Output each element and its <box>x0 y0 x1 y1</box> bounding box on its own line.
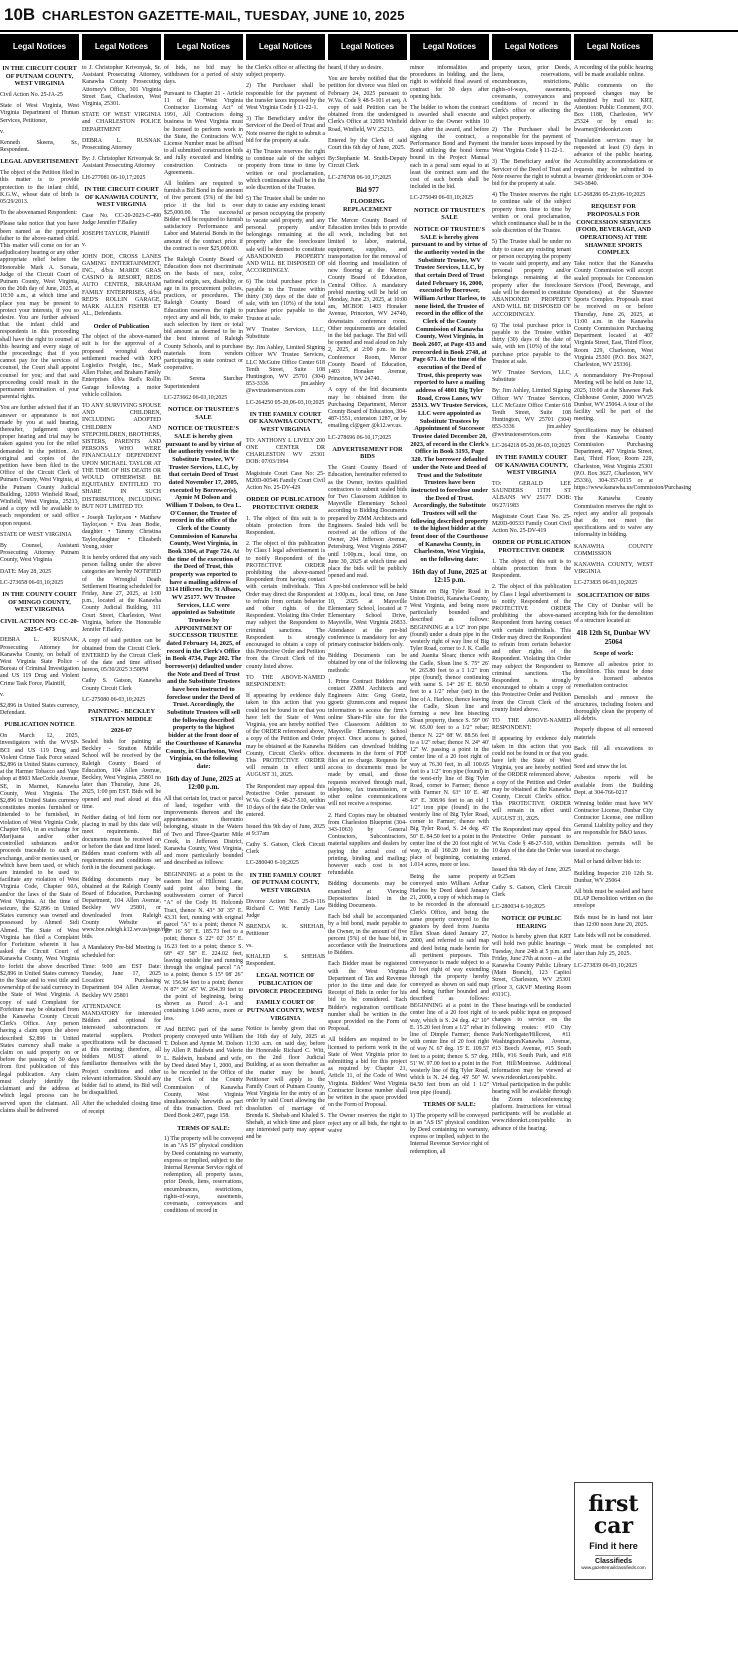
column-body <box>328 65 407 1135</box>
notice-paragraph: to J. Christopher Krivonyak, Sr. Assistant Prosecuting Attorney, Kanawha County Prosecuting Attorney's Office, 301 Virginia Street East, Charleston, West Virginia, 25301. <box>82 65 161 108</box>
notice-paragraph: Neither dating of bid form nor placing in mail by this date will meet requirements. Bid documents must be received on or before the date and time listed. Bidders must conform with all requirements and conditions set forth in the document package. <box>82 814 162 872</box>
notice-paragraph: To the abovenamed Respondent: <box>0 210 77 217</box>
notice-paragraph: Sealed bids for painting at Beckley - Stratton Middle School will be received by the Raleigh County Board of Education, 104 Allen Avenue, Beckley, West Virginia, 25801 no later than Thursday, June 26, 2025, 1:00 pm EST. Bids will be opened and read aloud at this time. <box>82 738 161 810</box>
notice-paragraph: Work must be completed not later than July 25, 2025. <box>574 944 653 958</box>
notice-paragraph: 4) The Trustee reserves the right to continue sale of the subject property from time to time by written or oral proclamation, which continuance shall be in the sole discretion of the Trustee. <box>492 192 571 235</box>
notice-paragraph: v. <box>0 128 5 135</box>
notice-paragraph: 2. The object of this publication by Class I legal advertisement is to notify Respondent of the PROTECTIVE ORDER prohibiting the above-named Respondent from having contact with certain individuals. This Order may direct the Respondent to refrain from certain behavior and other rights of the Respondent. Violating this Order may subject the Respondent to criminal sanctions. The Respondent is strongly encouraged to obtain a copy of this Protective Order and Petition from the Circuit Clerk of the county listed above. <box>492 584 571 713</box>
notice-paragraph: minor informalities and procedures in bidding, and the right to withhold final award of contract for 30 days after opening bids. <box>410 65 489 100</box>
notice-column <box>164 34 243 1656</box>
page-number: 10B <box>4 5 36 24</box>
notice-paragraph: Each bid shall be accompanied by a bid bond, made payable to the Owner, in the amount of five percent (5%) of the base bid, in accordance with the Instructions to Bidders. <box>328 914 407 957</box>
notice-paragraph: 16th day of June, 2025 at 12:00 p.m. <box>166 774 241 792</box>
notice-paragraph: IN THE FAMILY COURT OF KANAWHA COUNTY, WEST VIRGINIA <box>494 453 569 477</box>
notice-paragraph: NOTICE OF TRUSTEE'S SALE is hereby given pursuant to and by virtue of the authority vested in the Substitute Trustee, WV Trustee Services, LLC, by that certain Deed of Trust dated November 17, 2005, executed by Borrower(s), Aymie M Dolson and William T Dolson, to Ora L. O'Connor, the Trustee of record in the office of the Clerk of the County Commission of Kanawha County, West Virginia, in Book 3304, at Page 724. At the time of the execution of the Deed of Trust, this property was reported to have a mailing address of 1314 Hillcrest Dr, St Albans, WV 25177. WV Trustee Services, LLC were appointed as Substitute Trustees by APPOINTMENT OF SUCCESSOR TRUSTEE dated February 14, 2025, of record in the Clerk's Office in Book 4734, Page 202. The borrower(s) defaulted under the Note and Deed of Trust and the Substitute Trustees have been instructed to foreclose under the Deed of Trust. Accordingly, the Substitute Trustees will sell the following described property to the highest bidder at the front door of the Courthouse of Kanawha County, in Charleston, West Virginia, on the following date: <box>165 425 242 770</box>
notice-paragraph: of bids, no bid may be withdrawn for a period of sixty days. <box>164 65 243 86</box>
notice-paragraph: Notice is hereby given that KRT will hold two public hearings – Tuesday, June 24th at 5 p.m. and Friday, June 27th at noon – at the Kanawha County Public Library (Main Branch), 123 Capitol Street, Charleston, WV 25301 (Floor 3, GKVF Meeting Room #311C). <box>492 934 571 998</box>
notice-paragraph: TO THE ABOVE-NAMED RESPONDENT: <box>492 718 571 732</box>
ad-tagline: Find it here <box>589 1540 638 1551</box>
notice-paragraph: Bid 977 <box>356 185 379 194</box>
notice-paragraph: ADVERTISEMENT FOR BIDS <box>332 445 403 461</box>
notice-paragraph: Order of Publication <box>93 322 150 330</box>
column-heading: Legal Notices <box>0 34 79 60</box>
notice-paragraph: The object of the above-named suit is for the approval of a proposed wrongful death settlement reached with XPO Logistics Freight, Inc., Mark Allen Fisher, and Braham Family Enterprises d/b/a Red's Rollin Garage following a motor vehicle collision. <box>82 334 161 398</box>
notice-paragraph: LC-273839 06-03,10;2025 <box>574 962 638 969</box>
notice-paragraph: State of West Virginia, West Virginia Department of Human Services, Petitioner, <box>0 103 79 124</box>
notice-paragraph: The Kanawha County Commission reserves the right to reject any and/or all proposals that do not meet the specifications and to waive any informality in bidding. <box>574 496 653 539</box>
column-body <box>574 65 692 970</box>
notice-paragraph: It is hereby ordered that any such person falling under the above categories are hereby NOTIFIED of the Wrongful Death Settlement Hearing scheduled for Friday, June 27, 2025, at 1:00 p.m., located at the Kanawha County Judicial Building, 111 Court Street, Charleston, West Virginia, before the Honorable Jennifer F.Bailey. <box>82 555 162 634</box>
column-heading: Legal Notices <box>410 34 489 60</box>
notice-paragraph: A Mandatory Pre-bid Meeting is scheduled for: <box>82 945 161 959</box>
notice-paragraph: A recording of the public hearing will be made available online. <box>574 65 653 79</box>
notice-paragraph: Bidding documents may be obtained at the Raleigh County Board of Education, Purchasing Department, 104 Allen Avenue, Beckley WV 25801, or downloaded from Raleigh County Website at www.boe.raleigh.k12.wv.us/page/rfp-bids. <box>82 876 171 941</box>
notice-paragraph: Divorce Action No. 25-D-116 Richard C. Witt Family Law Judge <box>246 898 325 920</box>
notice-paragraph: Case No. CC-20-2023-C-490 Judge Jennifer F.Bailey <box>82 212 161 227</box>
notice-paragraph: NOTICE OF TRUSTEE'S SALE <box>167 405 240 421</box>
notice-paragraph: Back fill all excavations to grade. <box>574 745 653 759</box>
notice-paragraph: 6) The total purchase price is payable to the Trustee within thirty (30) days of the date of sale, with ten (10%) of the total purchase price payable to the Trustee at sale. <box>492 322 571 365</box>
notice-paragraph: LC-273662 06-03,10;2025 <box>164 394 228 401</box>
notice-paragraph: KANAWHA COUNTY COMMISSION <box>574 543 653 557</box>
notice-paragraph: 1) The property will be conveyed in an "AS IS" physical condition by Deed containing no warranty, express or implied, subject to the Internal Revenue Service right of redemption, all <box>410 1112 489 1155</box>
column-heading: Legal Notices <box>574 34 653 60</box>
notice-paragraph: DEBRA L. RUSNAK Prosecuting Attorney <box>82 137 161 152</box>
notice-paragraph: FAMILY COURT OF PUTNAM COUNTY, WEST VIRGINIA <box>246 999 325 1022</box>
notice-paragraph: Remove all asbestos prior to demolition. This must be done by a licensed asbestos remediation contractor. <box>574 661 653 690</box>
notice-paragraph: IN THE CIRCUIT COURT OF KANAWHA COUNTY, WEST VIRGINIA <box>84 185 159 209</box>
notice-paragraph: All bids must be sealed and have DLAP Demolition written on the envelope <box>574 888 653 910</box>
notice-paragraph: STATE OF WEST VIRGINIA and CHARLESTON POLICE DEPARTMENT <box>82 112 161 133</box>
notice-paragraph: LC-275049 06-03,10;2025 <box>410 195 474 202</box>
notice-paragraph: On March 12, 2025, investigators with the WVSP-BCI and US 119 Drug and Violent Crime Task Force seized $2,896 in United States currency, at the Harmer Tobacco and Vape shop at 8903 MacCorkle Avenue, SE, in Marmet, Kanawha County, West Virginia. The $2,896 in United States currency constitutes monies furnished or intended to be furnished, in violation of West Virginia Code, Chapter 60A, in an exchange for Marijuana and/or other controlled substances and/or proceeds traceable to such an exchange, and/or monies used, or which have been used, or which are intended to be used to facilitate any violation of West Virginia Code, Chapter 60A, and/or the laws of the State of West Virginia. At the time of seizure, the $2,896 in United States currency was owned and possessed by Ahmed Sidi Ahmed. The State of West Virginia has filed a Complaint for Forfeiture wherein it has asked the Circuit Court of Kanawha County, West Virginia to forfeit the above described $2,896 in United States currency to the State and to vest title and ownership of the said currency in the State of West Virginia. A copy of said Complaint for Forfeiture may be obtained from the Kanawha County Circuit Clerk's Office. Any person having a claim upon the above described $2,896 in United States currency shall make a claim on said property on or before the passing of 30 days from first publication of this legal publication. Any claim must clearly identify the claimant and the address at which legal process can be served upon the claimant. All claims shall be delivered <box>0 733 79 1114</box>
notice-paragraph: Being the same property conveyed unto William Arthur Harless by Deed dated January 21, 2000, a copy of which map is to be recorded in the aforesaid Clerk's Office, and being the same property conveyed to the grantors by deed from Juanita Ellen Sloan dated January 27, 2000, and referred to said map and deed being made herein for all pertinent purposes. This conveyance is made subject to a 20 foot right of way extending through the property hereby conveyed as shown on said map and being further bounded and described as follows: BEGINNING at a point in the center line of a 20 foot right of way, which is S. 24 deg. 42' 10" E. 15.20 feet from a 1/2" rebar in line of Dimple Farmer; thence with center line of 20 foot right of way N. 67 deg. 15' E. 109.57 feet to a point; thence S. 57 deg. 51' W. 97.00 feet to a point in the westerly line of Big Tyler Road, which is N. 24 deg. 45' 50" W. 84.50 feet from an old 1 1/2" iron pipe (found). <box>410 873 489 1096</box>
notice-paragraph: REQUEST FOR PROPOSALS FOR CONCESSION SERVICES (FOOD, BEVERAGE, AND OPERATIONS) AT THE SHAWNEE SPORTS COMPLEX <box>575 203 652 257</box>
notice-paragraph: the Clerk's office or affecting the subject property. <box>246 65 325 79</box>
notice-paragraph: LC-278708 06-10,17;2025 <box>328 174 392 181</box>
notice-paragraph: 2. The object of this publication by Class I legal advertisement is to notify Respondent of the PROTECTIVE ORDER prohibiting the above-named Respondent from having contact with certain individuals. This Order may direct the Respondent to refrain from certain behavior and other rights of the Respondent. Violating this Order may subject the Respondent to criminal sanctions. The Respondent is strongly encouraged to obtain a copy of this Protective Order and Petition from the Circuit Clerk of the county listed above. <box>246 541 325 670</box>
notice-column <box>82 34 171 1656</box>
notice-column <box>574 34 692 1656</box>
notice-paragraph: 5) The Trustee shall be under no duty to cause any existing tenant or person occupying the property to vacate said property, and any personal property and/or belongings remaining at the property after the foreclosure sale will be deemed to constitute ABANDONED PROPERTY AND WILL BE DISPOSED OF ACCORDINGLY. <box>492 239 571 318</box>
notice-paragraph: CIVIL ACTION NO: CC-20-2025-C-673 <box>0 618 79 633</box>
notice-paragraph: Issued this 9th day of June, 2025 at 9:37am <box>246 823 325 837</box>
notice-paragraph: LC-264250 05-20,06-03,10;2025 <box>246 399 325 406</box>
notice-paragraph: IN THE CIRCUIT COURT OF PUTNAM COUNTY, WEST VIRGINIA <box>2 65 77 88</box>
notice-paragraph: A copy of said petition can be obtained from the Circuit Clerk. ENTERED by the Circuit Clerk of the date and time affixed hereon, 05/30/2025 3:50PM <box>82 638 161 674</box>
notice-paragraph: By: Jim Ashley, Limited Signing Officer WV Trustee Services, LLC McGuire Office Center 618 Tenth Street, Suite 108 Huntington, WV 25701 (304) 853-3336 jim.ashley @wvtrusteeservices.com <box>246 345 325 395</box>
notice-paragraph: LC-280034 6-10;2025 <box>492 903 545 910</box>
notice-column <box>0 34 79 1656</box>
notice-paragraph: Bidding Documents can be obtained by one of the following methods: <box>328 653 407 674</box>
legal-notices-columns <box>0 34 738 1656</box>
notice-paragraph: Entered by the Clerk of said Court this 6th day of June, 2025. <box>328 137 407 152</box>
notice-paragraph: By Counsel, Assistant Prosecuting Attorney Putnam County, West Virginia <box>0 543 79 564</box>
column-body <box>0 65 79 1115</box>
notice-paragraph: Specifications may be obtained from the Kanawha County Commission Purchasing Department, 407 Virginia Street, East, Third Floor, Room 229, Charleston, West Virginia 25301 (P.O. Box 3627, Charleston, WV 25336), 304-357-0115 or at https://www.kanawha.us/Commission/Purchasing <box>574 427 692 492</box>
notice-paragraph: You are further advised that if an answer or appearance is not made by you at said hearing, thereafter, judgement upon proper hearing and trial may be taken against you for the relief demanded in the petition. An original and copies of the petition have been filed in the Office of the Circuit Clerk of Putnam County, West Virginia, at the Putnam County Judicial Building, 12093 Winfield Road, Winfield, West Virginia, 25213, and a copy will be available to each respondent or said office upon request. <box>0 405 79 527</box>
notice-paragraph: And BEING part of the same property conveyed unto William T. Dolson and Aymie M. Dolson by Allen P. Baldwin and Valerie L. Baldwin, husband and wife, by Deed dated May 1, 2000, and to be recorded in the Office of the Clerk of the County Commission of Kanawha County, West Virginia simultaneously herewith as part of this transaction. Deed ref: Deed Book 2497, page 158. <box>164 1026 243 1120</box>
notice-paragraph: KANAWHA COUNTY, WEST VIRGINIA <box>574 562 653 576</box>
column-body <box>492 65 571 1133</box>
notice-paragraph: LH-277081 06-10,17;2025 <box>82 174 146 181</box>
notice-paragraph: The Mercer County Board of Education invites bids to provide all work, including but not limited to labor, material, equipment, supplies, and transportation for the removal of old flooring and installation of new flooring at the Mercer County Board of Education, Central Office. A mandatory prebid meeting will be held on Monday, June 23, 2025, at 10:00 am, MCBOE 1403 Honaker Avenue, Princeton, WV 24740, downstairs conference room. Other requirements are detailed in the bid package. The Bid will be opened and read aloud on July 2, 2025, at 2:00 p.m. in the Conference Room, Mercer County Board of Education, 1403 Honaker Avenue, Princeton, WV 24740. <box>328 217 407 383</box>
notice-paragraph: ORDER OF PUBLICATION PROTECTIVE ORDER <box>492 539 571 555</box>
notice-paragraph: Properly dispose of all removed materials <box>574 727 653 741</box>
notice-paragraph: 2) The Purchaser shall be responsible for the payment of the transfer taxes imposed by the West Virginia Code § 11-22-1. <box>492 126 571 155</box>
notice-paragraph: Please take notice that you have been named as the purported father to the above-named child. This matter will come on for an adjudicatory hearing or any other appropriate relief before the Honorable Mark A. Sorsaia, Judge of the Circuit Court of Putnam County, West Virginia, on the 26th day of June, 2025, at 10:30 a.m., at which time and place you may be present to protect your interests, if you so desire. You are further advised that the infant child and respondents in this proceeding shall have the right to counsel at this hearing and every stage of the proceedings; that if you cannot pay for the services of counsel, the Court shall appoint counsel for you; and that said proceeding could result in the permanent termination of your parental rights. <box>0 221 79 401</box>
notice-paragraph: Late bids will not be considered. <box>574 933 651 939</box>
notice-paragraph: All that certain lot, tract or parcel of land, together with the improvements thereon and the appurtenances thereunto belonging, situate in the Waters of Two and Three-Quarter Mile Creek, in Jefferson District, Kanawha County, West Virginia, and more particularly bounded and described as follows: <box>164 795 243 867</box>
notice-paragraph: TO: GERALD LEE SAUNDERS 11TH ST ALBANS WV 25177 DOB: 06/27/1983 <box>492 480 571 509</box>
notice-paragraph: A nonmandatory Pre-Proposal Meeting will be held on June 12, 2025, 10:00 at the Shawnee Park Clubhouse Center, 2000 WV25 Dunbar, WV 25064. A tour of the facility will be part of the meeting. <box>574 373 653 423</box>
notice-paragraph: PUBLICATION NOTICE <box>4 721 75 729</box>
notice-paragraph: property taxes, prior Deeds, liens, reservations, encumbrances, restrictions, rights-of-ways, easements, covenants, conveyances and conditions of record in the Clerk's office or affecting the subject property. <box>492 65 571 122</box>
notice-paragraph: NOTICE OF TRUSTEE'S SALE <box>413 206 486 222</box>
notice-paragraph: After the scheduled closing time of receipt <box>82 1101 161 1115</box>
notice-paragraph: Take notice that the Kanawha County Commission will accept sealed proposals for Concession Services (Food, Beverage, and Operations) at the Shawnee Sports Complex. Proposals must be received on or before Thursday, June 26, 2025, at 11:00 a.m. in the Kanawha County Commission Purchasing Department located at 407 Virginia Street, East, Third Floor, Room 229, Charleston, West Virginia 25301 (P.O. Box 3627, Charleston, WV 25336). <box>574 261 653 368</box>
notice-paragraph: 1. Prime Contract Bidders may contact ZMM Architects and Engineers Attn: Greg Goetz, ggoetz @zmm.com and request information to access the firm's online Share-File site for the Two Classroom Addition to Maysville Elementary School project. Once access is gained, Bidders can download bidding documents in the form of PDF files at no charge. Requests for access to documents must be made by email, and those requests received through mail, telephone, fax transmission, or other online communications will not receive a response. <box>328 678 407 808</box>
notice-paragraph: LEGAL NOTICE OF PUBLICATION OF DIVORCE PROCEEDING <box>248 972 323 995</box>
column-body <box>82 65 171 1116</box>
notice-paragraph: By:Stephanie M. Smith-Deputy Circuit Clerk <box>328 156 407 170</box>
notice-paragraph: heard, if they so desire. <box>328 65 383 71</box>
notice-paragraph: 3) The Beneficiary and/or the Servicer of the Deed of Trust and Note reserve the right to submit a bid for the property at sale. <box>492 159 571 188</box>
notice-paragraph: By: J. Christopher Krivonyak Sr. Assistant Prosecuting Attorney <box>82 156 161 170</box>
notice-paragraph: ORDER OF PUBLICATION PROTECTIVE ORDER <box>246 496 325 511</box>
notice-paragraph: JOSEPH TAYLOR, Plaintiff <box>82 231 150 238</box>
column-body <box>246 65 325 1142</box>
notice-paragraph: TO: ANTHONY L LIVELY 200 ONE CENTER DR CHARLESTON WV 25301 DOB: 07/03/1994 <box>246 437 325 466</box>
notice-paragraph: LC-273658 06-03,10;2025 <box>0 579 64 586</box>
notice-paragraph: All bidders are required to furnish a Bid Bond in the amount of five percent (5%) of the bid price if the bid is over $25,000.00. The successful Bidder will be required to furnish satisfactory Performance and Labor and Material Bonds in the amount of the contract price if the contract is over $25,000.00. <box>164 181 244 252</box>
notice-paragraph: 16th day of June, 2025 at 12:15 p.m. <box>412 567 487 585</box>
notice-paragraph: Bids must be in hand not later than 12:00 noon June 20, 2025. <box>574 914 653 928</box>
ad-url: www.gazettemailclassifieds.com <box>581 1564 646 1570</box>
notice-paragraph: Magistrate Court Case No: 25-M20D-00546 Family Court Civil Action No. 25-DV-429 <box>246 470 325 491</box>
notice-column <box>246 34 325 1656</box>
notice-paragraph: 1. The object of this suit is to obtain protection from the Respondent. <box>246 515 325 536</box>
ad-first-text: first <box>588 1490 639 1517</box>
notice-paragraph: A copy of the bid documents may be obtained from the Purchasing Department, Mercer County Board of Education, 304-487-1551, extension 1287, or by emailing cl@geer @k12.wv.us. <box>328 387 407 430</box>
notice-paragraph: 6) The total purchase price is payable to the Trustee within thirty (30) days of the date of sale, with ten (10%) of the total purchase price payable to the Trustee at sale. <box>246 279 325 322</box>
notice-paragraph: The Respondent may appeal this Protective Order pursuant to W.Va. Code § 48-27-510, within 10 days of the date the Order was entered. <box>492 826 572 862</box>
notice-paragraph: You are hereby notified that the petition for divorce was filed on February 24, 2025 pursuant to W.Va. Code § 48-5-101 et seq. A copy of said Petition can be obtained from the undersigned Clerk's Office at 12093 Winfield Road, Winfield, WV 25213. <box>328 76 407 133</box>
ad-brand-logo: Classifieds <box>595 1555 632 1565</box>
notice-paragraph: Pursuant to Chapter 21 - Article 11 of the "West Virginia Contractor Licensing Act" of 1991, All Contractors doing business in West Virginia must be licensed to perform work in the State, the Contractors W.V. License Number must be affixed to all submitted construction bids and fully executed and binding construction Contracts or Agreements. <box>164 90 243 176</box>
notice-paragraph: BEGINNING at a point in the eastern line of Hillcrest Lane, said point also being the southwestern corner of Parcel "A" of the Cody H. Holcomb Tract, thence N. 43° 30' 35" E. 43.31 feet, running with original parcel "A" to a point; thence N 19° 16' 56" E. 185.73 feet to a point; thence S 22° 02' 35" E. 16.23 feet to a point; thence S. 68° 43' 58" E. 224.02 feet, leaving outside line and running through the original parcel "A" to a point; thence S 15° 08' 26" W. 156.94 feet to a point; thence N 87° 36' 45" W. 264.39 feet to the point of beginning, being shown as Parcel A-1 and containing 1.049 acres, more or less. <box>164 871 243 1022</box>
notice-paragraph: A pre-bid conference will be held at 1:00p.m., local time, on June 10, 2025 at Maysville Elementary School, located at 7 Elementary School Drive, Maysville, West Virginia 26833. Attendance at the pre-bid conference is mandatory for any primary contractor bidders only. <box>328 584 407 649</box>
notice-paragraph: 3) The Beneficiary and/or the Servicer of the Deed of Trust and Note reserve the right to submit a bid for the property at sale. <box>246 116 325 144</box>
notice-paragraph: JOHN DOE, CROSS LANES GAMING ENTERTAINMENT, INC., d/b/a MARDI GRAS CASINO & RESORT, REDS AUTO CENTER, BRAHAM FAMILY ENTERPRISES, d/b/a RED'S ROLLIN GARAGE, MARK ALLEN FISHER ET AL., Defendants. <box>82 253 161 318</box>
column-heading: Legal Notices <box>164 34 243 60</box>
notice-paragraph: LC-275080 06-03,10;2025 <box>82 696 146 703</box>
notice-paragraph: Public comments on the proposed changes may be submitted by mail to: KRT, Attention: Public Comment, P.O. Box 1188, Charleston, WV 25324 or by email to: bwarner@rideonkrt.com <box>574 83 653 133</box>
notice-paragraph: Cathy S. Gatson, Clerk Circuit Clerk <box>246 842 325 856</box>
notice-paragraph: Building Inspector 210 12th St. Dunbar, WV 25064 <box>574 870 653 884</box>
classifieds-ad <box>574 1482 653 1580</box>
notice-paragraph: Each Bidder must be registered with the West Virginia Department of Tax and Revenue prior to the time and date for Receipt of Bids in order for his bid to be considered. Each Bidder's registration certificate number shall be written in the space provided on the Form of Proposal. <box>328 961 407 1033</box>
notice-paragraph: LC-264218 05-20,06-03,10;2025 <box>492 442 571 449</box>
notice-paragraph: Mail or hand deliver bids to: <box>574 859 642 866</box>
notice-paragraph: IN THE FAMILY COURT OF KANAWHA COUNTY, WEST VIRGINIA <box>248 410 323 434</box>
notice-paragraph: If appearing by evidence duly taken in this action that you could not be found in or that you have left the State of West Virginia, you are hereby notified of the ORDER referenced above, a copy of the Petition and Order may be obtained at the Kanawha County, Circuit Clerk's office. This PROTECTIVE ORDER will remain in effect until AUGUST 31, 2025. <box>492 736 571 822</box>
notice-paragraph: SOLICITATION OF BIDS <box>577 591 650 599</box>
masthead <box>0 0 738 32</box>
notice-column <box>492 34 571 1656</box>
notice-paragraph: All bidders are required to be licensed to perform work in the State of West Virginia prior to submitting a bid for this project as required by Chapter 21, Article 11, of the Code of West Virginia. Bidders' West Virginia Contractor license number shall be written in the space provided on the Form of Proposal. <box>328 1037 407 1109</box>
notice-paragraph: 1) The property will be conveyed in an "AS IS" physical condition by Deed containing no warranty, express or implied, subject to the Internal Revenue Service right of redemption, all property taxes, prior Deeds, liens, reservations, encumbrances, restrictions, rights-of-ways, easements, covenants, conveyances and conditions of record in <box>164 1136 243 1215</box>
notice-paragraph: The bidder to whom the contract is awarded shall execute and deliver to the Owner within 10 days after the award, and before signing the contract, a Performance Bond and Payment Bond utilizing the bond forms bound in the Project Manual each in a penal sum equal to at least the contract sum and the cost of such bonds shall be included in the bid. <box>410 105 489 191</box>
notice-paragraph: Translation services may be requested at least (3) days in advance of the public hearing. Accessibility accommodations or requests may be submitted to bwarner @rideonkrt.com or 304-343-3840. <box>574 137 653 188</box>
notice-paragraph: TO ANY SURVIVING SPOUSE AND CHILDREN, INCLUDING ADOPTED CHILDREN AND STEPCHILDREN, BROTHERS, SISTERS, PARENTS AND PERSONS WHO WERE FINANCIALLY DEPENDENT UPON MICHAEL TAYLOR AT THE TIME OF HIS DEATH OR WOULD OTHERWISE BE EQUITABLY ENTITLED TO SHARE IN SUCH DISTRIBUTION, INCLUDING BUT NOT LIMITED TO: <box>82 403 161 510</box>
notice-paragraph: Cathy S. Gatson, Clerk Circuit Clerk <box>492 885 571 899</box>
notice-paragraph: v. <box>0 691 5 698</box>
notice-paragraph: LC-280040 6-10;2025 <box>246 860 299 867</box>
notice-paragraph: LC-273835 06-03,10;2025 <box>574 580 638 587</box>
notice-paragraph: • Joseph Taylor,son • Matthew Taylor,son • Eva Jean Bodie, daughter • Tammy Christina Taylor,daughter • Elizabeth Young, sister <box>82 515 161 550</box>
notice-paragraph: By: Jim Ashley, Limited Signing Officer WV Trustee Services, LLC McGuire Office Center 618 Tenth Street, Suite 108 Huntington, WV 25701 (304) 853-3336 jim.ashley @wvtrusteeservices.com <box>492 388 571 438</box>
notice-paragraph: 5) The Trustee shall be under no duty to cause any existing tenant or person occupying the property to vacate said property, and any personal property and/or belongings remaining at the property after the foreclosure sale will be deemed to constitute ABANDONED PROPERTY AND WILL BE DISPOSED OF ACCORDINGLY. <box>246 196 325 275</box>
notice-paragraph: LEGAL ADVERTISEMENT <box>0 158 79 166</box>
notice-paragraph: Civil Action No. 25-JA-25 <box>0 92 63 99</box>
notice-paragraph: WV Trustee Services, LLC, Substitute <box>246 326 325 340</box>
notice-paragraph: NOTICE OF TRUSTEE'S SALE is hereby given pursuant to and by virtue of the authority vested in the Substitute Trustee, WV Trustee Services, LLC, by that certain Deed of Trust dated February 16, 2000, executed by Borrower, William Arthur Harless, to none listed, the Trustee of record in the office of the Clerk of the County Commission of Kanawha County, West Virginia, in Book 2607, at Page 433 and rerecorded in Book 2748, at Page 671. At the time of the execution of the Deed of Trust, this property was reported to have a mailing address of 4801 Big Tyler Road, Cross Lanes, WV 25313. WV Trustee Services, LLC were appointed as Substitute Trustees by Appointment of Successor Trustee dated December 20, 2023, of record in the Clerk's Office in Book 3193, Page 320. The borrower defaulted under the Note and Deed of Trust and the Substitute Trustees have been instructed to foreclose under the Deed of Trust. Accordingly, the Substitute Trustees will sell the following described property to the highest bidder at the front door of the Courthouse of Kanawha County, in Charleston, West Virginia, on the following date: <box>410 226 489 563</box>
notice-paragraph: If appearing by evidence duly taken in this action that you could not be found in or that you have left the State of West Virginia, you are hereby notified of the ORDER referenced above, a copy of the Petition and Order may be obtained at the Kanawha County, Circuit Clerk's office. This PROTECTIVE ORDER will remain in effect until AUGUST 31, 2025. <box>246 693 325 779</box>
notice-paragraph: 2. Hard Copies may be obtained from Charleston Blueprint (304-343-1063) by General Contractors, Subcontractors, material suppliers and dealers by paying the actual cost of printing, binding and mailing; however such cost is not refundable. <box>328 812 407 877</box>
notice-paragraph: $2,896 in United States currency, Defendant. <box>0 703 79 717</box>
notice-paragraph: The object of the Petition filed in this matter is to provide protection to the infant child, K.G.W., whose date of birth is 05/29/2013. <box>0 170 79 205</box>
notice-paragraph: The Grant County Board of Education, hereinafter referred to as the Owner, invites qualified contractors to submit sealed bids for Two Classroom Addition to Maysville Elementary School according to Bidding Documents prepared by ZMM Architects and Engineers. Sealed bids will be received at the offices of the Owner, 204 Jefferson Avenue, Petersburg, West Virginia 26847 until 1:00p.m., local time, on June 30, 2025 at which time and place the bids will be publicly opened and read. <box>328 465 407 580</box>
notice-paragraph: FLOORING REPLACEMENT <box>343 198 392 214</box>
notice-paragraph: BRENDA K. SHEHAB, Petitioner <box>246 924 325 938</box>
notice-paragraph: Issued this 9th day of June, 2025 at 9:25am <box>492 866 571 881</box>
column-heading: Legal Notices <box>492 34 571 60</box>
notice-paragraph: TO THE ABOVE-NAMED RESPONDENT: <box>246 674 325 688</box>
column-body <box>164 65 243 1215</box>
notice-paragraph: Demolition permits will be issued at no charge. <box>574 840 653 855</box>
notice-paragraph: The City of Dunbar will be accepting bids for the demolition of a structure located at: <box>574 603 653 624</box>
notice-column <box>328 34 407 1656</box>
notice-paragraph: The Raleigh County Board of Education does not discriminate on the basis of race, color, national origin, sex, disability, or age in its procurement policies, practices, or procedures. The Raleigh County Board of Education reserves the right to reject any and all bids, to make such selection by item or total bid amount as deemed to be in the best interest of Raleigh County Schools, and to purchase materials from vendors participating in state contract or cooperative. <box>164 257 243 372</box>
notice-paragraph: Cathy S. Gatson, Kanawha County Circuit Clerk <box>82 678 161 692</box>
notice-paragraph: Magistrate Court Case No. 25-M20D-00533 Family Court Civil Action No. 25-DV-419 <box>492 513 571 535</box>
notice-paragraph: Time: 9:00 am EST Date: Tuesday, June 17, 2025 Location: Purchasing Department 104 Allen Avenue, Beckley WV 25801 <box>82 963 161 999</box>
notice-paragraph: Situate on Big Tyler Road in Union District, Kanawha County, West Virginia, and being more particularly bounded and described as follows: BEGINNING at a 1/2" iron pipe (found) under a drain pipe in the westerly right of way line of Big Tyler Road, corner to J. K. Cadle and Juanita Sloan; thence with the Cadle, Sloan line S. 75° 26' W. 265.80 feet to a 1 1/2" iron pipe (found); thence continuing with same S. 14° 26' E. 80.50 feet to a 1/2" rebar (set) in the line of A. Harless; thence leaving the Cadle, Sloan line and forming a new line bisecting Sloan property, thence S. 59° 06' W. 65.00 feet to a 1/2" rebar; thence N. 22° 08' W. 88.56 feet to a 1/2" rebar; thence N. 24° 40' 12" W. passing a point in the center line of a 20 foot right of way at 76.30 feet, in all 100.65 feet to a 1/2" iron pipe (found) in the west-erly line of Big Tyler Road, corner to Farmer; thence with Farmer N. 63° 10' E. 48' 43" E. 308.96 feet to an old 1 1/2" iron pipe (found) in the westerly line of Big Tyler Road, corner to Farmer; thence with Big Tyler Road, S. 24 deg. 45' 50" E. 84.50 feet to a point in the center line of the 20 foot right of way, in all 160.20 feet to the place of beginning, containing 1.014 acres, more or less. <box>410 588 489 869</box>
notice-paragraph: LC-278696 06-10,17;2025 <box>328 434 392 441</box>
notice-paragraph: 4) The Trustee reserves the right to continue sale of the subject property from time to time by written or oral proclamation, which continuance shall be in the sole discretion of the Trustee. <box>246 149 325 192</box>
notice-paragraph: Notice is hereby given that on the 16th day of July, 2025 at 11:30 a.m. on said day, before the Honorable Richard C. Witt, on the 2nd floor Judicial Building, at as soon thereafter as the matter may be heard, Petitioner will apply to the Family Court of Putnam County, West Virginia for the entry of an order by said Court allowing the dissolution of marriage of Brenda K. Shehab and Khaled S. Shehab, at which time and place any interested party may appear and be <box>246 1026 325 1141</box>
notice-column <box>410 34 489 1656</box>
notice-paragraph: Demolish and remove the structures, including footers and thoroughly clean the property of all debris. <box>574 694 653 723</box>
notice-paragraph: LC-268286 05-23;06-10;2025 <box>574 192 646 199</box>
notice-paragraph: TERMS OF SALE: <box>423 1100 476 1108</box>
notice-paragraph: The Owner reserves the right to reject any or all bids, the right to waive <box>328 1113 407 1134</box>
notice-paragraph: Scope of work: <box>593 650 634 658</box>
notice-paragraph: v. <box>82 242 87 249</box>
notice-paragraph: WV Trustee Services, LLC, Substitute <box>492 369 571 384</box>
notice-paragraph: 2026-07 <box>111 727 132 735</box>
notice-paragraph: DEBRA L. RUSNAK, Prosecuting Attorney for Kanawha County, on behalf of West Virginia State Police - Bureau of Criminal Investigation and US 119 Drug and Violent Crime Task Force, Plaintiff, <box>0 637 79 687</box>
notice-paragraph: vs. <box>246 942 253 949</box>
notice-paragraph: IN THE FAMILY COURT OF PUTNAM COUNTY, WEST VIRGINIA <box>249 871 322 894</box>
notice-paragraph: Bidding documents may be examined at Viewing Depositories listed in the Bidding Documents. <box>328 881 407 909</box>
notice-paragraph: 2) The Purchaser shall be responsible for the payment of the transfer taxes imposed by the West Virginia Code § 11-22-1. <box>246 83 325 112</box>
notice-paragraph: TERMS OF SALE: <box>177 1124 230 1132</box>
notice-paragraph: STATE OF WEST VIRGINIA <box>0 531 72 538</box>
notice-paragraph: These hearings will be conducted to seek public input on proposed changes to service on the following routes: #10 City Park/Northgate/Hillcrest, #11 Washington/Kanawha Avenue, #13 Beech Avenue, #15 South Hills, #16 South Park, and #18 Fort Hill/Montrose. Additional information may be viewed at www.rideonkrt.com/public. Virtual participation in the public hearing will be available through the Zoom teleconferencing platform. Instructions for virtual participants will be available at www.rideonkrt.com/public in advance of the hearing. <box>492 1003 571 1132</box>
notice-paragraph: PAINTING - BECKLEY STRATTON MIDDLE <box>87 707 156 723</box>
notice-paragraph: IN THE COUNTY COURT OF MINGO COUNTY, WEST VIRGINIA <box>2 591 77 614</box>
column-body <box>410 65 489 1156</box>
notice-paragraph: Seed and straw the lot. <box>574 764 628 771</box>
column-heading: Legal Notices <box>82 34 161 60</box>
notice-paragraph: Dr. Serena Starcher Superintendent <box>164 376 243 390</box>
notice-paragraph: The Respondent may appeal this Protective Order pursuant to W.Va. Code § 48-27-510, within 10 days of the date the Order was entered. <box>246 783 326 819</box>
ad-car-text: car <box>593 1512 634 1539</box>
notice-paragraph: ATTENDANCE IS MANDATORY for interested Bidders and optional for interested subcontractors or material suppliers. Product specifications will be discussed at this meeting; therefore, all bidders MUST attend to familiarize themselves with the Project conditions and other relevant information. Should any bidder fail to attend, its Bid will be disqualified. <box>82 1003 161 1097</box>
notice-paragraph: DATE: May 28, 2025 <box>0 568 52 575</box>
notice-paragraph: NOTICE OF PUBLIC HEARING <box>501 914 562 930</box>
column-heading: Legal Notices <box>328 34 407 60</box>
newspaper-title: CHARLESTON GAZETTE-MAIL, TUESDAY, JUNE 10, 2025 <box>42 7 405 23</box>
notice-paragraph: Asbestos reports will be available from the Building Dept. at 304-766-0217 <box>574 775 653 796</box>
notice-paragraph: KHALED S. SHEHAB Respondent. <box>246 953 325 968</box>
column-heading: Legal Notices <box>246 34 325 60</box>
notice-paragraph: 418 12th St, Dunbar WV 25064 <box>576 628 651 646</box>
notice-paragraph: Winning bidder must have WV Contractor License, Dunbar City Contractor License, one million General Liability policy and they are responsible for B&O taxes. <box>574 800 653 836</box>
notice-paragraph: 1. The object of this suit is to obtain protection from the Respondent. <box>492 558 571 580</box>
notice-paragraph: Kenneth Skeens, Sr., Respondent. <box>0 140 79 154</box>
